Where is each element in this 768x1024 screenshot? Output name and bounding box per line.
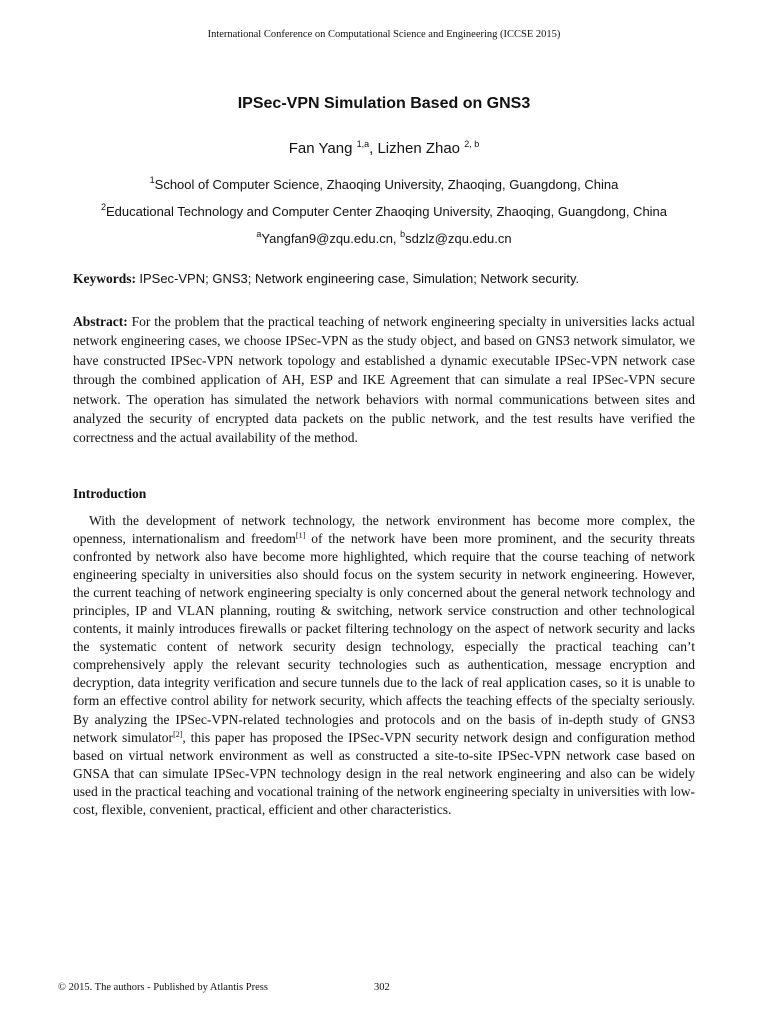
affiliation-1-mark: 1 xyxy=(149,175,155,185)
email-a: Yangfan9@zqu.edu.cn, xyxy=(261,231,401,246)
citation-2: [2] xyxy=(173,729,183,739)
affiliation-2-mark: 2 xyxy=(100,202,106,212)
author-1-affiliation-mark: 1,a xyxy=(356,139,370,149)
intro-text-1: With the development of network technology, the network environment has become more complex, the openness, internationalism and freedom xyxy=(73,513,695,547)
citation-1: [1] xyxy=(295,531,306,541)
affiliation-2 xyxy=(0,204,768,219)
page-number: 302 xyxy=(374,982,390,993)
author-emails xyxy=(0,231,768,246)
email-b: sdzlz@zqu.edu.cn xyxy=(405,231,512,246)
intro-text-3: , this paper has proposed the IPSec-VPN security network design and configuration method based on virtual network environment as well as constructed a site-to-site IPSec-VPN network case based on GNSA that can simulate IPSec-VPN technology design in the real network engineering and also can be widely used in the practical teaching and vocational training of the network engineering specialty in universities with low-cost, flexible, convenient, practical, efficient and other characteristics. xyxy=(73,729,695,817)
introduction-paragraph xyxy=(73,512,695,819)
abstract-label: Abstract: xyxy=(73,314,132,329)
author-2-name: Lizhen Zhao xyxy=(377,140,465,157)
abstract xyxy=(73,312,695,448)
keywords xyxy=(73,271,695,287)
email-b-mark: b xyxy=(400,229,406,239)
author-line xyxy=(0,140,768,157)
affiliation-1 xyxy=(0,177,768,192)
intro-text-2: of the network have been more prominent, and the security threats confronted by network also have become more highlighted, which require that the course teaching of network engineering specialty in universities also should focus on the system security in network engineering. However, the current teaching of network engineering specialty is only concerned about the general network technology and principles, IP and VLAN planning, routing & switching, network service construction and other technological contents, it mainly introduces firewalls or packet filtering technology on the aspect of network security and lacks the systematic content of network security design technology, especially the practical teaching can’t comprehensively apply the relevant security technologies such as authentication, message encryption and decryption, data integrity verification and secure tunnels due to the lack of real application cases, so it is unable to form an effective control ability for network security, which affects the teaching effects of the specialty seriously. By analyzing the IPSec-VPN-related technologies and protocols and on the basis of in-depth study of GNS3 network simulator xyxy=(73,531,695,745)
affiliation-2-text: Educational Technology and Computer Center Zhaoqing University, Zhaoqing, Guangdong, China xyxy=(105,204,668,219)
abstract-text: For the problem that the practical teaching of network engineering specialty in universities lacks actual network engineering cases, we choose IPSec-VPN as the study object, and based on GNS3 network simulator, we have constructed IPSec-VPN network topology and established a dynamic executable IPSec-VPN network case through the combined application of AH, ESP and IKE Agreement that can simulate a real IPSec-VPN secure network. The operation has simulated the network behaviors with normal communications between sites and analyzed the security of encrypted data packets on the public network, and the test results have verified the correctness and the actual availability of the method. xyxy=(73,314,696,446)
paper-title: IPSec-VPN Simulation Based on GNS3 xyxy=(237,95,531,112)
author-1-name: Fan Yang xyxy=(288,140,357,157)
email-a-mark: a xyxy=(256,229,262,239)
section-heading-introduction: Introduction xyxy=(73,486,147,501)
keywords-text: IPSec-VPN; GNS3; Network engineering case, Simulation; Network security. xyxy=(139,271,580,286)
author-separator: , xyxy=(369,140,378,157)
running-head: International Conference on Computational Science and Engineering (ICCSE 2015) xyxy=(207,29,561,40)
footer-copyright: © 2015. The authors - Published by Atlantis Press xyxy=(58,982,268,993)
keywords-label: Keywords: xyxy=(73,271,140,286)
author-2-affiliation-mark: 2, b xyxy=(464,139,480,149)
affiliation-1-text: School of Computer Science, Zhaoqing University, Zhaoqing, Guangdong, China xyxy=(154,177,619,192)
